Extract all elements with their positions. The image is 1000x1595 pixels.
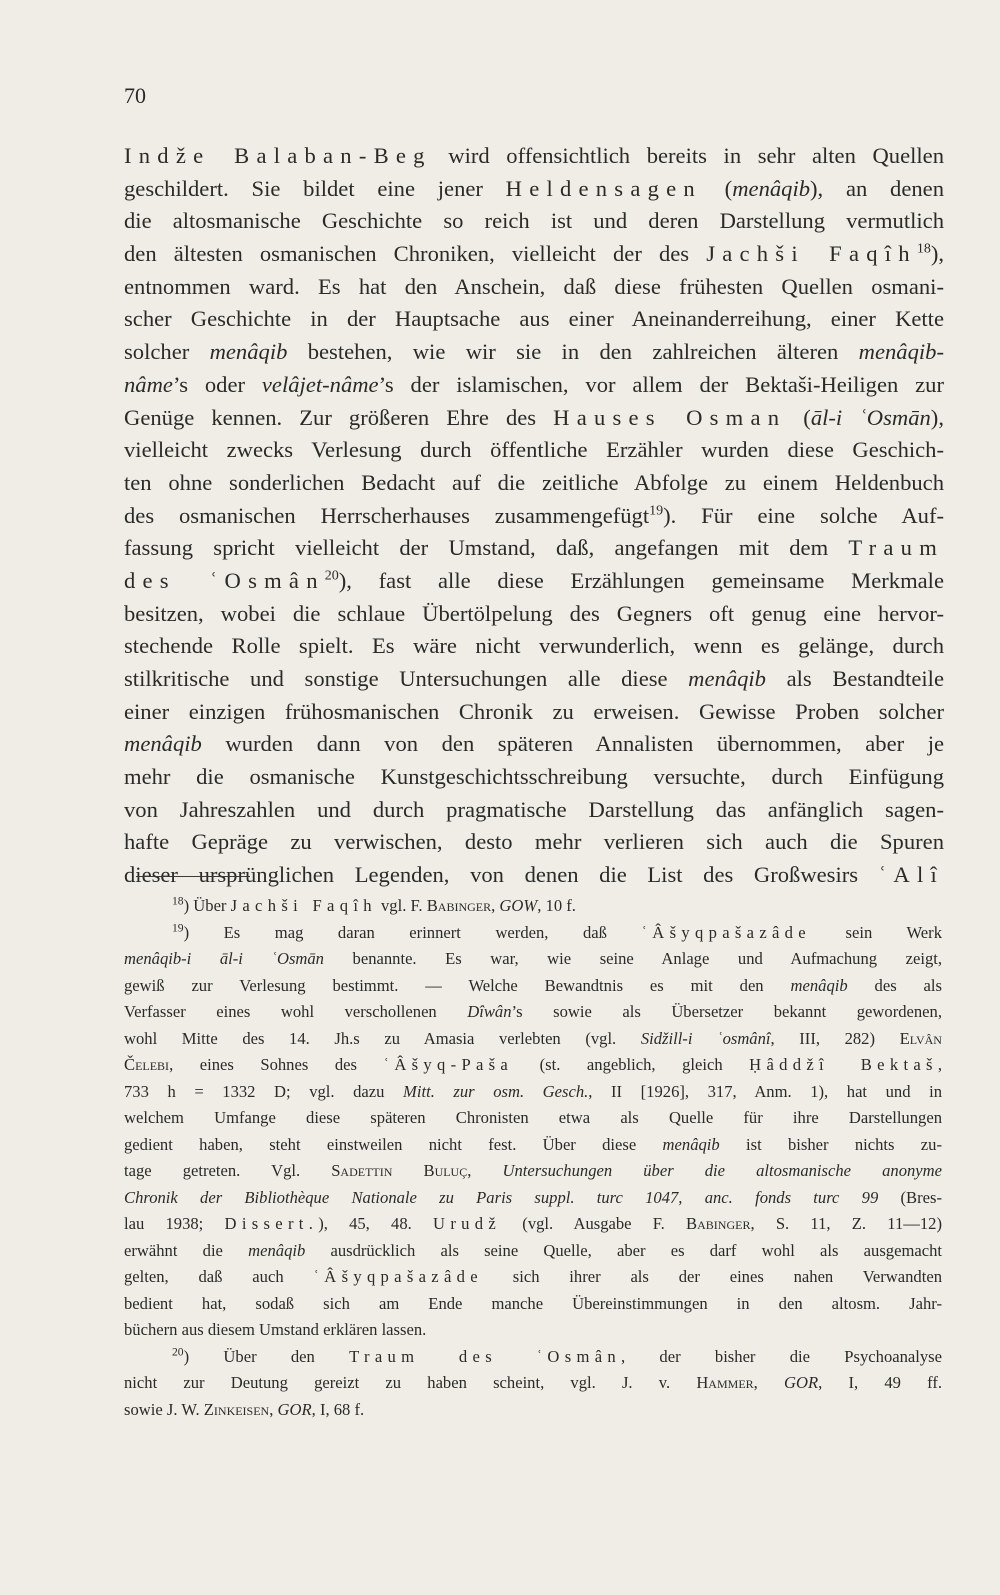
text-line: scher Geschichte in der Hauptsache aus einer Aneinanderreihung, einer Kette — [124, 306, 944, 332]
text-line: hafte Gepräge zu verwischen, desto mehr verlieren sich auch die Spuren — [124, 829, 944, 855]
footnote-line: gedient haben, steht einstweilen nicht fest. Über diese menâqib ist bisher nichts zu- — [124, 1134, 942, 1154]
footnote-line: büchern aus diesem Umstand erklären lassen. — [124, 1320, 427, 1339]
text-line: Genüge kennen. Zur größeren Ehre des Hauses Osman (āl-i ʿOsmān), — [124, 404, 944, 430]
footnote-line: gelten, daß auch ʿÂšyqpašazâde sich ihrer als der eines nahen Verwandten — [124, 1267, 942, 1286]
text-line: entnommen ward. Es hat den Anschein, daß diese frühesten Quellen osmani- — [124, 273, 944, 299]
footnote-20: $^{20}$) Über den Traum des ʿOsmân, der bisher die Psychoanalyse — [172, 1344, 942, 1366]
text-line: dieser ursprünglichen Legenden, von denen die List des Großwesirs ʿAlî — [124, 862, 944, 888]
footnote-ref-19: 19 — [649, 503, 664, 519]
text-line: geschildert. Sie bildet eine jener Heldensagen (menâqib), an denen — [124, 175, 944, 201]
main-text — [124, 140, 944, 892]
text-line: vielleicht zwecks Verlesung durch öffentliche Erzähler wurden diese Geschich- — [124, 437, 944, 463]
footnote-ref-20: 20 — [324, 568, 339, 584]
text-line: mehr die osmanische Kunstgeschichtsschreibung versuchte, durch Einfügung — [124, 764, 944, 790]
footnote-line: gewiß zur Verlesung bestimmt. — Welche Bewandtnis es mit den menâqib des als — [124, 975, 942, 995]
text-line: von Jahreszahlen und durch pragmatische Darstellung das anfänglich sagen- — [124, 796, 944, 822]
footnotes — [124, 893, 942, 1423]
footnote-line: 733 h = 1332 D; vgl. dazu Mitt. zur osm. Gesch., II [1926], 317, Anm. 1), hat und in — [124, 1081, 942, 1101]
footnote-line: bedient hat, sodaß sich am Ende manche Übereinstimmungen in den altosm. Jahr- — [124, 1293, 942, 1313]
footnote-line: erwähnt die menâqib ausdrücklich als seine Quelle, aber es darf wohl als ausgemacht — [124, 1240, 943, 1260]
footnote-line: sowie J. W. Zinkeisen, GOR, I, 68 f. — [124, 1399, 365, 1419]
footnote-line: tage getreten. Vgl. Sadettin Buluç, Untersuchungen über die altosmanische anonyme — [124, 1161, 943, 1180]
text-line: stechende Rolle spielt. Es wäre nicht verwunderlich, wenn es gelänge, durch — [124, 633, 944, 659]
footnote-19: $^{19}$) Es mag daran erinnert werden, daß ʿÂšyqpašazâde sein Werk — [172, 920, 942, 942]
footnote-line: wohl Mitte des 14. Jh.s zu Amasia verlebten (vgl. Sidžill-i ʿosmânî, III, 282) Elvân — [124, 1028, 942, 1048]
footnote-line: lau 1938; Dissert.), 45, 48. Urudž (vgl. Ausgabe F. Babinger, S. 11, Z. 11—12) — [124, 1214, 942, 1233]
text-line: die altosmanische Geschichte so reich ist und deren Darstellung vermutlich — [124, 208, 944, 234]
text-line: solcher menâqib bestehen, wie wir sie in den zahlreichen älteren menâqib- — [124, 339, 944, 365]
text-line: den ältesten osmanischen Chroniken, vielleicht der des Jachši Faqîh$^{18}$), — [124, 241, 944, 267]
text-line: nâme’s oder velâjet-nâme’s der islamischen, vor allem der Bektaši-Heiligen zur — [124, 371, 944, 397]
footnote-18: $^{18}$) Über Jachši Faqîh vgl. F. Babinger, GOW, 10 f. — [172, 894, 576, 915]
text-line: stilkritische und sonstige Untersuchungen alle diese menâqib als Bestandteile — [124, 666, 944, 691]
text-line: des ʿOsmân$^{20}$), fast alle diese Erzählungen gemeinsame Merkmale — [124, 567, 944, 593]
text-line: des osmanischen Herrscherhauses zusammengefügt$^{19}$). Für eine solche Auf- — [124, 502, 944, 528]
footnote-separator — [136, 876, 250, 877]
text-line: ten ohne sonderlichen Bedacht auf die zeitliche Abfolge zu einem Heldenbuch — [124, 469, 944, 495]
footnote-line: Verfasser eines wohl verschollenen Dîwân’s sowie als Übersetzer bekannt gewordenen, — [124, 1002, 942, 1021]
footnote-line: Čelebi, eines Sohnes des ʿÂšyq-Paša (st. angeblich, gleich Ḥâddžî Bektaš, — [124, 1055, 942, 1074]
page-number: 70 — [124, 83, 146, 108]
footnote-line: welchem Umfange diese späteren Chronisten etwa als Quelle für ihre Darstellungen — [124, 1108, 942, 1127]
text-line: menâqib wurden dann von den späteren Annalisten übernommen, aber je — [124, 731, 944, 757]
footnote-line: nicht zur Deutung gereizt zu haben scheint, vgl. J. v. Hammer, GOR, I, 49 ff. — [124, 1373, 942, 1392]
footnote-line: Chronik der Bibliothèque Nationale zu Paris suppl. turc 1047, anc. fonds turc 99 (Bres- — [124, 1187, 942, 1207]
text-line: einer einzigen frühosmanischen Chronik zu erweisen. Gewisse Proben solcher — [124, 698, 944, 724]
footnote-ref-18: 18 — [916, 241, 931, 257]
text-line: besitzen, wobei die schlaue Übertölpelung des Gegners oft genug eine hervor- — [124, 600, 944, 626]
text-line: fassung spricht vielleicht der Umstand, daß, angefangen mit dem Traum — [124, 535, 944, 561]
text-line: Indže Balaban-Beg wird offensichtlich bereits in sehr alten Quellen — [124, 143, 944, 168]
footnote-line: menâqib-i āl-i ʿOsmān benannte. Es war, wie seine Anlage und Aufmachung zeigt, — [124, 949, 943, 968]
